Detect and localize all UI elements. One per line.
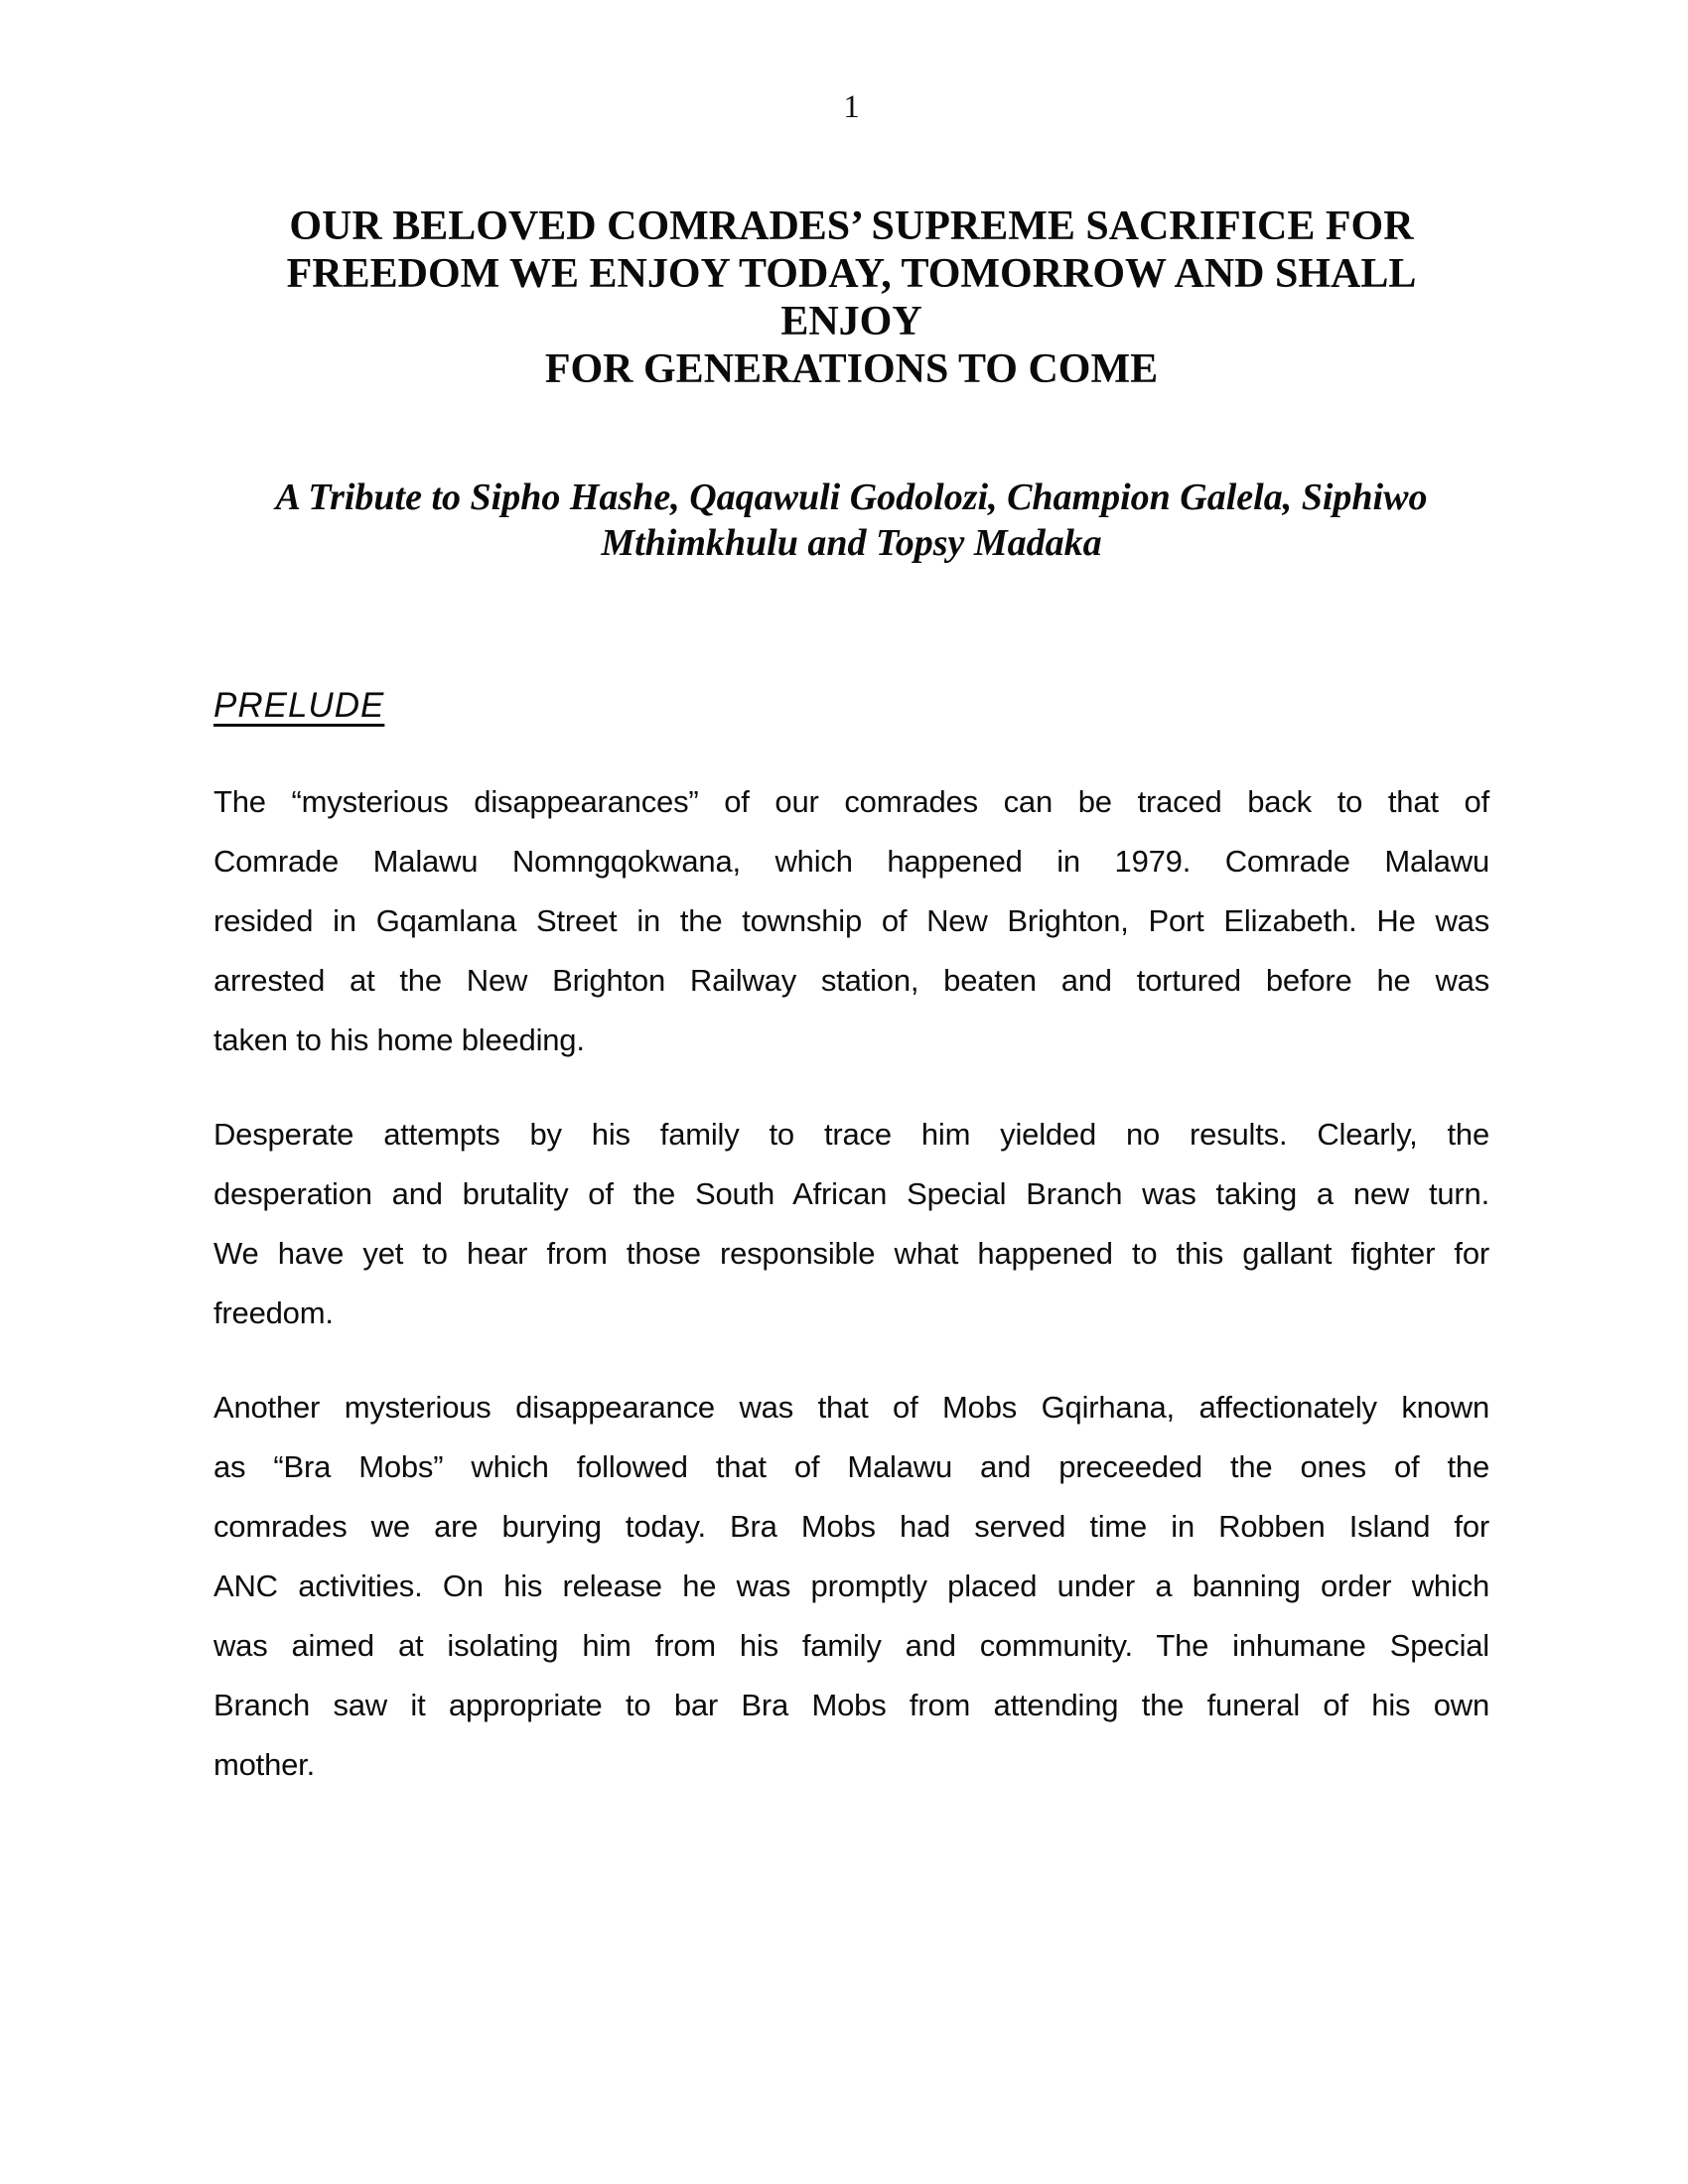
text-line: resided in Gqamlana Street in the township of New Brighton, Port Elizabeth. He was: [213, 903, 1489, 938]
page-number: 1: [843, 89, 860, 125]
paragraph-2: [213, 1105, 1489, 1343]
paragraph-3: [213, 1378, 1489, 1795]
text-line: desperation and brutality of the South African Special Branch was taking a new turn.: [213, 1176, 1489, 1211]
text-line: ANC activities. On his release he was promptly placed under a banning order which: [213, 1569, 1489, 1603]
text-line: mother.: [213, 1747, 315, 1782]
text-line: FOR GENERATIONS TO COME: [544, 346, 1159, 392]
text-line: Mthimkhulu and Topsy Madaka: [601, 522, 1102, 564]
text-line: FREEDOM WE ENJOY TODAY, TOMORROW AND SHALL ENJOY: [286, 251, 1417, 344]
text-line: freedom.: [213, 1296, 334, 1330]
paragraph-1: [213, 772, 1489, 1070]
text-line: as “Bra Mobs” which followed that of Malawu and preceeded the ones of the: [213, 1449, 1489, 1484]
text-line: A Tribute to Sipho Hashe, Qaqawuli Godolozi, Champion Galela, Siphiwo: [275, 477, 1428, 518]
text-line: arrested at the New Brighton Railway station, beaten and tortured before he was: [213, 963, 1489, 998]
prelude-heading: PRELUDE: [213, 686, 385, 725]
text-line: Comrade Malawu Nomngqokwana, which happened in 1979. Comrade Malawu: [213, 844, 1489, 879]
text-line: taken to his home bleeding.: [213, 1023, 585, 1057]
tribute-subtitle: [213, 475, 1489, 566]
text-line: OUR BELOVED COMRADES’ SUPREME SACRIFICE FOR: [289, 204, 1414, 249]
document-title: [213, 203, 1489, 393]
text-line: Desperate attempts by his family to trace him yielded no results. Clearly, the: [213, 1117, 1489, 1152]
text-line: The “mysterious disappearances” of our comrades can be traced back to that of: [213, 784, 1489, 819]
text-line: We have yet to hear from those responsible what happened to this gallant fighter for: [213, 1236, 1489, 1271]
text-line: Another mysterious disappearance was that of Mobs Gqirhana, affectionately known: [213, 1390, 1489, 1425]
text-line: comrades we are burying today. Bra Mobs had served time in Robben Island for: [213, 1509, 1489, 1544]
text-line: Branch saw it appropriate to bar Bra Mobs from attending the funeral of his own: [213, 1688, 1489, 1722]
text-line: was aimed at isolating him from his family and community. The inhumane Special: [213, 1628, 1489, 1663]
